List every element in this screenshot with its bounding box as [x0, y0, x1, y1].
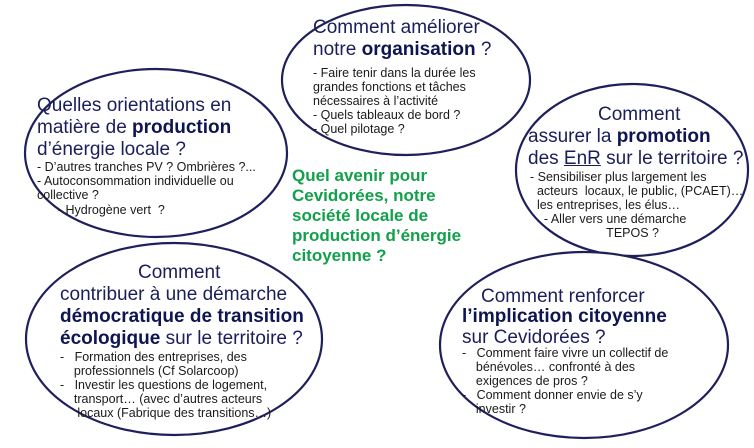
promotion-enr-link: EnR	[563, 148, 601, 169]
transition-title-suffix: sur le territoire ?	[160, 328, 303, 349]
central-question-line: Cevidorées, notre	[292, 186, 436, 205]
organisation-title-line1: Comment améliorer	[313, 17, 480, 38]
implication-title-line2	[462, 306, 667, 327]
transition-item: - Formation des entreprises, des	[60, 350, 247, 364]
organisation-item: - Faire tenir dans la durée les	[313, 66, 476, 80]
promotion-title-line1: Comment	[598, 104, 681, 125]
production-item: - D’autres tranches PV ? Ombrières ?...	[37, 160, 256, 174]
production-keyword: production	[132, 117, 232, 138]
transition-item: professionnels (Cf Solarcoop)	[60, 364, 239, 378]
transition-keyword2: écologique	[60, 328, 161, 349]
production-title-line3: d’énergie locale ?	[37, 139, 186, 160]
promotion-item: acteurs locaux, le public, (PCAET)…	[530, 184, 744, 198]
organisation-title-suffix: ?	[475, 39, 492, 60]
transition-item: - Investir les questions de logement,	[60, 378, 268, 392]
transition-title-line2: contribuer à une démarche	[60, 284, 288, 305]
promotion-item: - Sensibiliser plus largement les	[530, 170, 707, 184]
transition-item: transport… (avec d’autres acteurs	[60, 392, 263, 406]
promotion-item: - Aller vers une démarche	[530, 212, 687, 226]
implication-item: - Comment donner envie de s’y	[462, 388, 643, 402]
central-question-line: production d’énergie	[292, 226, 462, 245]
organisation-title-line2	[313, 39, 491, 60]
promotion-title-line3	[528, 148, 743, 169]
implication-item: bénévoles… confronté à des	[462, 360, 636, 374]
promotion-item: TEPOS ?	[530, 226, 659, 240]
organisation-item: nécessaires à l’activité	[313, 94, 439, 108]
organisation-item: grandes fonctions et tâches	[313, 80, 466, 94]
production-item: - Autoconsommation individuelle ou	[37, 174, 234, 188]
transition-item: locaux (Fabrique des transitions…)	[60, 406, 272, 420]
implication-title-line3: sur Cevidorées ?	[462, 327, 606, 348]
central-question-line: Quel avenir pour	[292, 166, 428, 185]
transition-title-line3	[60, 306, 304, 327]
promotion-item: les entreprises, les élus…	[530, 198, 681, 212]
implication-item: exigences de pros ?	[462, 374, 588, 388]
organisation-item: - Quel pilotage ?	[313, 122, 405, 136]
production-title-prefix: matière de	[37, 117, 133, 138]
promotion-title-suffix: sur le territoire ?	[600, 148, 744, 169]
transition-keyword: démocratique de transition	[60, 306, 304, 327]
production-item: collective ?	[37, 188, 99, 202]
promotion-title-line2	[528, 126, 711, 147]
promotion-title-prefix2: des	[528, 148, 564, 169]
organisation-item: - Quels tableaux de bord ?	[313, 108, 461, 122]
production-title-line1: Quelles orientations en	[37, 95, 232, 116]
central-question-line: société locale de	[292, 206, 429, 225]
central-question	[292, 166, 461, 266]
implication-keyword: l’implication citoyenne	[462, 306, 667, 327]
implication-title-line1: Comment renforcer	[481, 286, 645, 307]
organisation-title-prefix: notre	[313, 39, 362, 60]
central-question-line: citoyenne ?	[292, 246, 387, 265]
production-title-line2	[37, 117, 231, 138]
production-item: - Hydrogène vert ?	[37, 203, 165, 217]
transition-title-line4	[60, 328, 303, 349]
promotion-keyword: promotion	[616, 126, 711, 147]
transition-title-line1: Comment	[138, 262, 221, 283]
implication-item: - Comment faire vivre un collectif de	[462, 346, 669, 360]
promotion-title-prefix: assurer la	[528, 126, 617, 147]
implication-item: investir ?	[462, 402, 526, 416]
organisation-keyword: organisation	[361, 39, 476, 60]
